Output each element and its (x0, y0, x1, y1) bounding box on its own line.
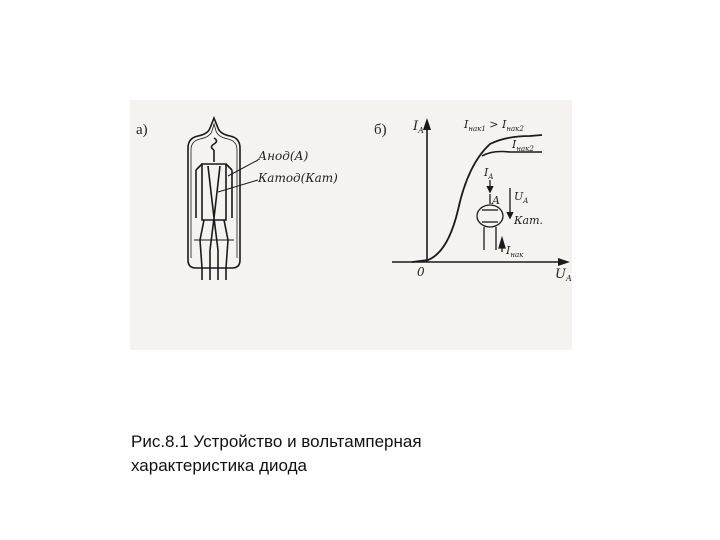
x-axis-arrow (558, 258, 570, 266)
inset-current-arrow (487, 186, 493, 192)
inset-anode-label: A (492, 194, 500, 207)
filament-spring (212, 138, 217, 150)
anode-label: Анод(А) (258, 149, 309, 163)
cathode-label: Катод(Кат) (258, 171, 338, 185)
curve-1-label: $I_{нак1} > I_{нак2}$ (464, 118, 524, 133)
inset-diode-bulb (477, 205, 503, 227)
inset-voltage-arrow (507, 212, 513, 218)
anode-pointer (228, 160, 258, 176)
curve-2-label: $I_{нак2}$ (512, 138, 534, 153)
diode-figure (130, 100, 572, 350)
y-axis-arrow (423, 118, 431, 130)
caption-line-1: Рис.8.1 Устройство и вольтамперная (131, 432, 422, 451)
tube-base (188, 260, 240, 268)
panel-b-label: б) (374, 122, 387, 138)
x-axis-label: $U_A$ (555, 267, 572, 283)
inset-heater-label: $I_{нак}$ (506, 244, 524, 259)
figure-caption (131, 430, 551, 478)
diode-figure-svg (130, 100, 572, 350)
diode-inset (477, 180, 513, 252)
origin-label: 0 (417, 265, 425, 279)
vacuum-tube-drawing (188, 118, 258, 280)
cathode-pointer (218, 180, 258, 192)
y-axis-label: $I_A$ (413, 119, 424, 135)
iv-axes (392, 118, 570, 266)
inset-cathode-label: Кат. (514, 214, 543, 227)
caption-line-2: характеристика диода (131, 456, 307, 475)
inset-current-label: $I_A$ (484, 166, 494, 181)
panel-a-label: а) (136, 122, 148, 138)
inset-voltage-label: $U_A$ (514, 190, 529, 205)
